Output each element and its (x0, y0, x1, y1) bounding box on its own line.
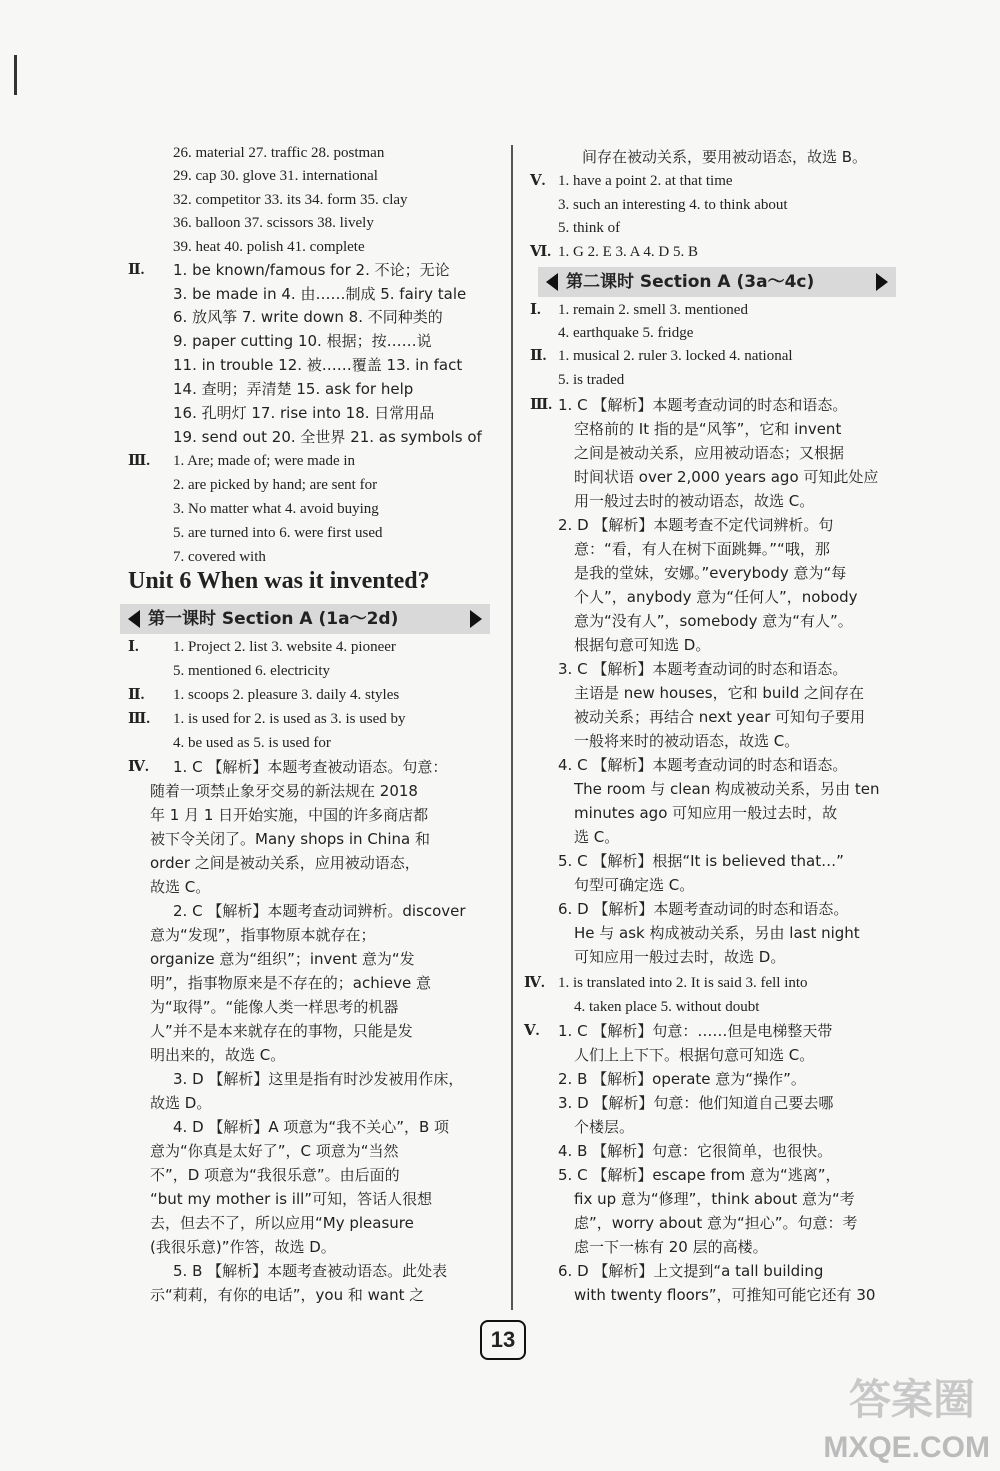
answer-line: 6. 放风筝 7. write down 8. 不同种类的 (173, 308, 443, 326)
answer-line: (我很乐意)”作答，故选 D。 (150, 1238, 336, 1256)
answer-line: 之间是被动关系，应用被动语态；又根据 (574, 444, 845, 462)
section-marker: Ⅴ. (524, 1023, 540, 1039)
answer-line: 去，但去不了，所以应用“My pleasure (150, 1214, 414, 1232)
answer-line: 主语是 new houses，它和 build 之间存在 (574, 684, 865, 702)
answer-line: 个人”，anybody 意为“任何人”，nobody (574, 588, 858, 606)
triangle-left-icon (128, 610, 140, 628)
answer-line: 3. such an interesting 4. to think about (558, 197, 788, 213)
answer-line: 3. D 【解析】这里是指有时沙发被用作床， (173, 1070, 464, 1088)
answer-line: 人们上上下下。根据句意可知选 C。 (574, 1046, 815, 1064)
answer-line: 虑”，worry about 意为“担心”。句意：考 (574, 1214, 858, 1232)
answer-line: 5. think of (558, 220, 621, 236)
answer-line: 个楼层。 (574, 1118, 635, 1136)
triangle-right-icon (876, 273, 888, 291)
answer-line: 3. be made in 4. 由……制成 5. fairy tale (173, 285, 467, 303)
answer-line: 14. 查明；弄清楚 15. ask for help (173, 380, 414, 398)
answer-line: 3. No matter what 4. avoid buying (173, 501, 379, 517)
answer-line: 明出来的，故选 C。 (150, 1046, 286, 1064)
section-marker: Ⅵ. (530, 244, 551, 260)
answer-line: 4. earthquake 5. fridge (558, 325, 694, 341)
section-marker: Ⅱ. (128, 687, 145, 703)
answer-line: 5. C 【解析】根据“It is believed that…” (558, 852, 844, 870)
answer-line: 5. C 【解析】escape from 意为“逃离”， (558, 1166, 841, 1184)
answer-line: 2. C 【解析】本题考查动词辨析。discover (173, 902, 466, 920)
section-marker: Ⅲ. (128, 711, 151, 727)
answer-line: 句型可确定选 C。 (574, 876, 695, 894)
answer-line: 为“取得”。“能像人类一样思考的机器 (150, 998, 399, 1016)
answer-line: 1. Are; made of; were made in (173, 453, 356, 469)
column-divider (511, 145, 513, 1310)
answer-line: 4. D 【解析】A 项意为“我不关心”，B 项 (173, 1118, 450, 1136)
answer-line: 11. in trouble 12. 被……覆盖 13. in fact (173, 356, 463, 374)
answer-line: minutes ago 可知应用一般过去时，故 (574, 804, 838, 822)
answer-line: 是我的堂妹，安娜。”everybody 意为“每 (574, 564, 847, 582)
triangle-right-icon (470, 610, 482, 628)
answer-line: 5. B 【解析】本题考查被动语态。此处表 (173, 1262, 448, 1280)
answer-line: 1. musical 2. ruler 3. locked 4. national (558, 348, 793, 364)
section-marker: Ⅱ. (128, 262, 145, 278)
answer-line: 39. heat 40. polish 41. complete (173, 239, 365, 255)
answer-line: The room 与 clean 构成被动关系，另由 ten (574, 780, 880, 798)
answer-line: 26. material 27. traffic 28. postman (173, 145, 385, 161)
margin-mark (14, 55, 17, 95)
answer-line: 5. is traded (558, 372, 625, 388)
answer-line: organize 意为“组织”；invent 意为“发 (150, 950, 415, 968)
answer-line: 意为“没有人”，somebody 意为“有人”。 (574, 612, 853, 630)
answer-line: 2. D 【解析】本题考查不定代词辨析。句 (558, 516, 834, 534)
answer-line: order 之间是被动关系，应用被动语态， (150, 854, 420, 872)
answer-line: 意为“你真是太好了”，C 项意为“当然 (150, 1142, 399, 1160)
answer-line: fix up 意为“修理”，think about 意为“考 (574, 1190, 855, 1208)
answer-line: 虑一下一栋有 20 层的高楼。 (574, 1238, 768, 1256)
answer-line: with twenty floors”，可推知可能它还有 30 (574, 1286, 876, 1304)
answer-line: 6. D 【解析】上文提到“a tall building (558, 1262, 824, 1280)
answer-line: 被动关系；再结合 next year 可知句子要用 (574, 708, 866, 726)
answer-line: 1. have a point 2. at that time (558, 173, 733, 189)
unit-title: Unit 6 When was it invented? (128, 568, 430, 594)
lesson-bar: 第二课时 Section A (3a～4c) (538, 267, 896, 297)
answer-line: 1. is translated into 2. It is said 3. fell into (558, 975, 808, 991)
watermark-logo: 答案圈 (848, 1375, 975, 1424)
answer-line: 空格前的 It 指的是“风筝”，它和 invent (574, 420, 842, 438)
answer-line: 36. balloon 37. scissors 38. lively (173, 215, 374, 231)
answer-line: 1. is used for 2. is used as 3. is used by (173, 711, 406, 727)
answer-line: He 与 ask 构成被动关系，另由 last night (574, 924, 860, 942)
answer-line: 5. mentioned 6. electricity (173, 663, 331, 679)
answer-line: 7. covered with (173, 549, 266, 565)
answer-line: 时间状语 over 2,000 years ago 可知此处应 (574, 468, 879, 486)
answer-line: 意为“发现”，指事物原本就存在； (150, 926, 376, 944)
answer-line: 2. are picked by hand; are sent for (173, 477, 378, 493)
answer-line: 年 1 月 1 日开始实施，中国的许多商店都 (150, 806, 429, 824)
answer-line: 1. G 2. E 3. A 4. D 5. B (558, 244, 699, 260)
answer-line: 可知应用一般过去时，故选 D。 (574, 948, 786, 966)
answer-line: 故选 C。 (150, 878, 211, 896)
answer-line: 2. B 【解析】operate 意为“操作”。 (558, 1070, 806, 1088)
answer-line: 间存在被动关系，要用被动语态，故选 B。 (582, 148, 868, 166)
answer-line: 16. 孔明灯 17. rise into 18. 日常用品 (173, 404, 435, 422)
answer-line: 故选 D。 (150, 1094, 212, 1112)
triangle-left-icon (546, 273, 558, 291)
answer-line: 6. D 【解析】本题考查动词的时态和语态。 (558, 900, 849, 918)
section-marker: Ⅰ. (128, 639, 139, 655)
answer-line: 29. cap 30. glove 31. international (173, 168, 378, 184)
answer-line: 1. be known/famous for 2. 不论；无论 (173, 261, 450, 279)
section-marker: Ⅲ. (128, 453, 151, 469)
answer-line: 不”，D 项意为“我很乐意”。由后面的 (150, 1166, 400, 1184)
answer-line: 1. Project 2. list 3. website 4. pioneer (173, 639, 396, 655)
answer-line: 示“莉莉，有你的电话”，you 和 want 之 (150, 1286, 425, 1304)
section-marker: Ⅳ. (524, 975, 545, 991)
answer-line: 一般将来时的被动语态，故选 C。 (574, 732, 800, 750)
answer-line: “but my mother is ill”可知，答话人很想 (150, 1190, 433, 1208)
answer-line: 选 C。 (574, 828, 620, 846)
lesson-bar: 第一课时 Section A (1a～2d) (120, 604, 490, 634)
answer-line: 明”，指事物原来是不存在的；achieve 意 (150, 974, 431, 992)
answer-line: 32. competitor 33. its 34. form 35. clay (173, 192, 408, 208)
answer-line: 4. B 【解析】句意：它很简单，也很快。 (558, 1142, 833, 1160)
answer-line: 1. C 【解析】本题考查被动语态。句意： (173, 758, 448, 776)
answer-line: 19. send out 20. 全世界 21. as symbols of (173, 428, 482, 446)
section-marker: Ⅰ. (530, 302, 541, 318)
answer-line: 3. C 【解析】本题考查动词的时态和语态。 (558, 660, 848, 678)
page-number: 13 (480, 1320, 526, 1360)
answer-line: 9. paper cutting 10. 根据；按……说 (173, 332, 432, 350)
section-marker: Ⅱ. (530, 348, 547, 364)
answer-line: 人”并不是本来就存在的事物，只能是发 (150, 1022, 413, 1040)
answer-line: 4. be used as 5. is used for (173, 735, 331, 751)
answer-line: 5. are turned into 6. were first used (173, 525, 383, 541)
answer-line: 1. C 【解析】句意：……但是电梯整天带 (558, 1022, 833, 1040)
answer-line: 3. D 【解析】句意：他们知道自己要去哪 (558, 1094, 834, 1112)
section-marker: Ⅲ. (530, 397, 553, 413)
answer-line: 4. C 【解析】本题考查动词的时态和语态。 (558, 756, 848, 774)
watermark-url: MXQE.COM (823, 1431, 990, 1464)
answer-line: 1. C 【解析】本题考查动词的时态和语态。 (558, 396, 848, 414)
answer-line: 随着一项禁止象牙交易的新法规在 2018 (150, 782, 418, 800)
answer-line: 4. taken place 5. without doubt (574, 999, 760, 1015)
section-marker: Ⅴ. (530, 173, 546, 189)
section-marker: Ⅳ. (128, 759, 149, 775)
answer-line: 意：“看，有人在树下面跳舞。”“哦，那 (574, 540, 830, 558)
answer-line: 用一般过去时的被动语态，故选 C。 (574, 492, 815, 510)
answer-line: 1. remain 2. smell 3. mentioned (558, 302, 748, 318)
answer-line: 1. scoops 2. pleasure 3. daily 4. styles (173, 687, 400, 703)
answer-line: 被下令关闭了。Many shops in China 和 (150, 830, 430, 848)
answer-line: 根据句意可知选 D。 (574, 636, 711, 654)
